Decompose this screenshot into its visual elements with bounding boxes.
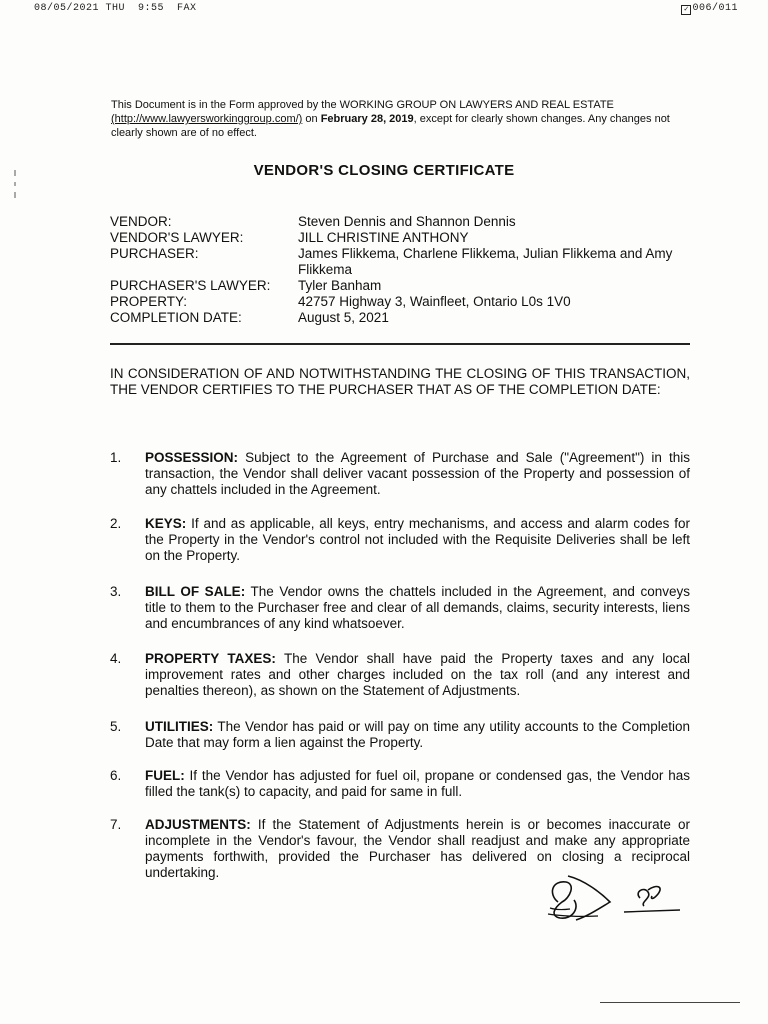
clause-heading: BILL OF SALE: (145, 584, 246, 599)
clause-fuel (110, 768, 690, 800)
party-value: JILL CHRISTINE ANTHONY (298, 230, 469, 245)
clause-number: 1. (110, 450, 122, 465)
signature-icon (540, 872, 690, 927)
clause-possession (110, 450, 690, 498)
clause-property-taxes (110, 651, 690, 699)
party-label: PURCHASER'S LAWYER: (110, 278, 271, 293)
party-row-purchaser (110, 246, 690, 278)
notice-date: February 28, 2019 (320, 113, 414, 125)
clause-number: 6. (110, 768, 122, 783)
fax-page-number (681, 3, 738, 15)
party-value: James Flikkema, Charlene Flikkema, Julian Flikkema and Amy Flikkema (298, 246, 673, 277)
form-notice (111, 98, 696, 140)
clause-body (145, 450, 690, 498)
clause-bill-of-sale (110, 584, 690, 632)
initials-signature (540, 872, 690, 927)
section-divider (110, 343, 690, 345)
party-label: PROPERTY: (110, 294, 188, 309)
clause-body (145, 584, 690, 632)
fax-header (34, 3, 738, 19)
clause-keys (110, 516, 690, 564)
clause-body (145, 516, 690, 564)
notice-on: on (302, 113, 321, 125)
clause-heading: POSSESSION: (145, 450, 239, 465)
fax-checkbox-icon: ✓ (681, 5, 691, 15)
document-title: VENDOR'S CLOSING CERTIFICATE (253, 162, 515, 179)
notice-link[interactable]: (http://www.lawyersworkinggroup.com/) (111, 113, 303, 125)
party-row-completion-date (110, 310, 690, 326)
clause-text: Subject to the Agreement of Purchase and Sale ("Agreement") in this transaction, the Vendor shall deliver vacant possession of the Property and possession of any chattels included in the Agreement. (145, 450, 690, 497)
clause-body (145, 651, 690, 699)
clause-number: 7. (110, 817, 122, 832)
clause-body (145, 768, 690, 800)
clause-heading: FUEL: (145, 768, 185, 783)
clause-text: The Vendor shall have paid the Property taxes and any local improvement rates and other charges included on the tax roll (and any interest and penalties thereon), as shown on the Statement of Adjustments. (145, 651, 690, 698)
clause-number: 3. (110, 584, 122, 599)
party-label: VENDOR'S LAWYER: (110, 230, 244, 245)
fax-page-text: 006/011 (692, 3, 738, 14)
clause-heading: KEYS: (145, 516, 187, 531)
party-value: Tyler Banham (298, 278, 382, 293)
fax-timestamp: 08/05/2021 THU 9:55 FAX (34, 3, 197, 14)
clause-heading: ADJUSTMENTS: (145, 817, 251, 832)
notice-rest: , except for clearly shown changes. Any changes not clearly shown are of no effect. (111, 113, 670, 139)
party-label: VENDOR: (110, 214, 172, 229)
notice-line1: This Document is in the Form approved by the WORKING GROUP ON LAWYERS AND REAL ESTATE (111, 99, 614, 111)
party-label: COMPLETION DATE: (110, 310, 242, 325)
clause-number: 5. (110, 719, 122, 734)
clause-heading: PROPERTY TAXES: (145, 651, 276, 666)
party-row-purchasers-lawyer (110, 278, 690, 294)
clause-text: If the Statement of Adjustments herein is or becomes inaccurate or incomplete in the Vendor's favour, the Vendor shall readjust and make any appropriate payments forthwith, provided the Purchaser has delivered on closing a reciprocal undertaking. (145, 817, 690, 880)
party-row-vendor (110, 214, 690, 230)
consideration-clause: IN CONSIDERATION OF AND NOTWITHSTANDING THE CLOSING OF THIS TRANSACTION, THE VENDOR CERTIFIES TO THE PURCHASER THAT AS OF THE COMPLETION DATE: (110, 366, 690, 397)
clause-body (145, 719, 690, 751)
parties-table (110, 214, 690, 326)
party-value: August 5, 2021 (298, 310, 389, 325)
clause-text: The Vendor has paid or will pay on time any utility accounts to the Completion Date that may form a lien against the Property. (145, 719, 690, 750)
party-row-property (110, 294, 690, 310)
party-label: PURCHASER: (110, 246, 199, 261)
footer-line (600, 1002, 740, 1003)
clause-text: The Vendor owns the chattels included in the Agreement, and conveys title to them to the Purchaser free and clear of all demands, claims, security interests, liens and encumbrances of any kind whatsoever. (145, 584, 690, 631)
party-value: 42757 Highway 3, Wainfleet, Ontario L0s 1V0 (298, 294, 571, 309)
clause-text: If the Vendor has adjusted for fuel oil, propane or condensed gas, the Vendor has filled the tank(s) to capacity, and paid for same in full. (145, 768, 690, 799)
clause-heading: UTILITIES: (145, 719, 214, 734)
party-row-vendors-lawyer (110, 230, 690, 246)
clause-number: 4. (110, 651, 122, 666)
clause-utilities (110, 719, 690, 751)
party-value: Steven Dennis and Shannon Dennis (298, 214, 516, 229)
clause-text: If and as applicable, all keys, entry mechanisms, and access and alarm codes for the Property in the Vendor's control not included with the Requisite Deliveries shall be left on the Property. (145, 516, 690, 563)
clause-number: 2. (110, 516, 122, 531)
